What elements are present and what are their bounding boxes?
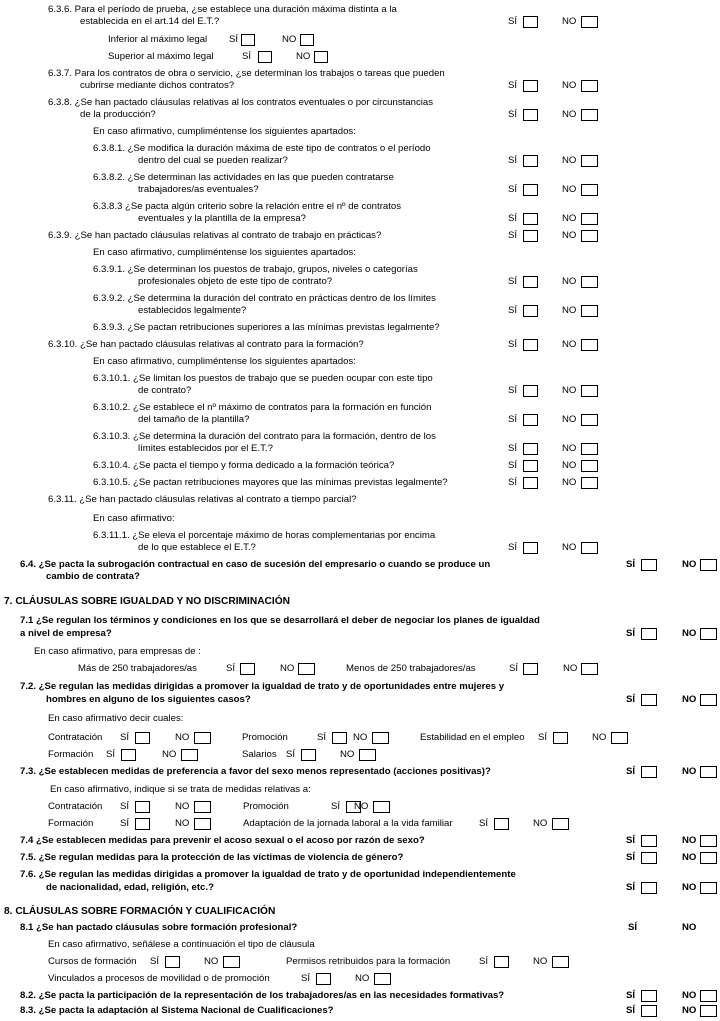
no-checkbox[interactable] — [194, 818, 211, 830]
question-text: 6.3.10. ¿Se han pactado cláusulas relativas al contrato para la formación? — [48, 339, 364, 350]
question-text: eventuales y la plantilla de la empresa? — [138, 213, 306, 224]
yes-label: SÍ — [508, 230, 518, 241]
no-checkbox[interactable] — [581, 213, 598, 225]
no-checkbox[interactable] — [700, 835, 717, 847]
no-checkbox[interactable] — [314, 51, 328, 63]
yes-label: SÍ — [626, 694, 636, 705]
yes-label: SÍ — [628, 922, 638, 933]
yes-label: SÍ — [508, 385, 518, 396]
no-checkbox[interactable] — [372, 732, 389, 744]
no-checkbox[interactable] — [700, 628, 717, 640]
yes-checkbox[interactable] — [523, 443, 538, 455]
yes-label: SÍ — [538, 732, 548, 743]
yes-label: SÍ — [626, 852, 636, 863]
yes-checkbox[interactable] — [641, 628, 657, 640]
no-label: NO — [562, 213, 577, 224]
question-text: cubrirse mediante dichos contratos? — [80, 80, 235, 91]
question-text: 6.4. ¿Se pacta la subrogación contractual en caso de sucesión del empresario o cuando se produce un — [20, 559, 491, 570]
yes-label: SÍ — [508, 460, 518, 471]
question-text: 6.3.6. Para el período de prueba, ¿se establece una duración máxima distinta a la — [48, 4, 397, 15]
no-label: NO — [682, 922, 697, 933]
question-text: Estabilidad en el empleo — [420, 732, 525, 743]
yes-label: SÍ — [508, 276, 518, 287]
no-checkbox[interactable] — [700, 694, 717, 706]
yes-label: SÍ — [229, 34, 239, 45]
yes-label: SÍ — [508, 213, 518, 224]
yes-label: SÍ — [317, 732, 327, 743]
yes-label: SÍ — [626, 559, 636, 570]
yes-label: SÍ — [626, 1005, 636, 1016]
question-text: Adaptación de la jornada laboral a la vida familiar — [243, 818, 453, 829]
no-label: NO — [682, 990, 697, 1001]
section-heading: 8. CLÁUSULAS SOBRE FORMACIÓN Y CUALIFICACIÓN — [4, 906, 276, 917]
question-text: Menos de 250 trabajadores/as — [346, 663, 476, 674]
yes-label: SÍ — [286, 749, 296, 760]
yes-checkbox[interactable] — [641, 1005, 657, 1017]
no-checkbox[interactable] — [581, 542, 598, 554]
question-text: Formación — [48, 818, 94, 829]
no-label: NO — [562, 414, 577, 425]
question-text: En caso afirmativo decir cuales: — [48, 713, 184, 724]
yes-checkbox[interactable] — [641, 694, 657, 706]
yes-checkbox[interactable] — [523, 477, 538, 489]
yes-checkbox[interactable] — [165, 956, 180, 968]
no-label: NO — [296, 51, 311, 62]
no-checkbox[interactable] — [611, 732, 628, 744]
question-text: Vinculados a procesos de movilidad o de promoción — [48, 973, 270, 984]
question-text: 6.3.10.2. ¿Se establece el nº máximo de contratos para la formación en función — [93, 402, 432, 413]
question-text: En caso afirmativo, cumpliméntense los siguientes apartados: — [93, 247, 356, 258]
yes-label: SÍ — [508, 542, 518, 553]
question-text: de la producción? — [80, 109, 156, 120]
question-text: Promoción — [242, 732, 288, 743]
no-label: NO — [562, 542, 577, 553]
no-label: NO — [562, 477, 577, 488]
no-checkbox[interactable] — [581, 155, 598, 167]
no-checkbox[interactable] — [298, 663, 315, 675]
no-checkbox[interactable] — [581, 184, 598, 196]
no-label: NO — [562, 184, 577, 195]
no-checkbox[interactable] — [700, 852, 717, 864]
yes-checkbox[interactable] — [523, 414, 538, 426]
question-text: Contratación — [48, 732, 103, 743]
question-text: 6.3.7. Para los contratos de obra o servicio, ¿se determinan los trabajos o tareas que pueden — [48, 68, 445, 79]
question-text: 8.2. ¿Se pacta la participación de la representación de los trabajadores/as en las necesidades formativas? — [20, 990, 505, 1001]
no-label: NO — [562, 155, 577, 166]
no-label: NO — [682, 835, 697, 846]
no-checkbox[interactable] — [194, 732, 211, 744]
yes-checkbox[interactable] — [523, 460, 538, 472]
no-checkbox[interactable] — [700, 1005, 717, 1017]
no-label: NO — [562, 109, 577, 120]
question-text: 8.3. ¿Se pacta la adaptación al Sistema Nacional de Cualificaciones? — [20, 1005, 334, 1016]
yes-label: SÍ — [626, 628, 636, 639]
yes-checkbox[interactable] — [523, 16, 538, 28]
question-text: 7.2. ¿Se regulan las medidas dirigidas a promover la igualdad de trato y de oportunidades entre mujeres y — [20, 681, 505, 692]
question-text: 7.4 ¿Se establecen medidas para prevenir el acoso sexual o el acoso por razón de sexo? — [20, 835, 425, 846]
no-label: NO — [280, 663, 295, 674]
no-checkbox[interactable] — [181, 749, 198, 761]
yes-label: SÍ — [120, 818, 130, 829]
question-text: En caso afirmativo: — [93, 513, 175, 524]
question-text: cambio de contrata? — [46, 571, 140, 582]
no-checkbox[interactable] — [581, 230, 598, 242]
no-checkbox[interactable] — [581, 16, 598, 28]
question-text: 6.3.10.3. ¿Se determina la duración del contrato para la formación, dentro de los — [93, 431, 436, 442]
question-text: 6.3.10.4. ¿Se pacta el tiempo y forma dedicado a la formación teórica? — [93, 460, 395, 471]
no-checkbox[interactable] — [581, 339, 598, 351]
question-text: 7.1 ¿Se regulan los términos y condiciones en los que se desarrollará el deber de negociar los planes de igualdad — [20, 615, 540, 626]
yes-checkbox[interactable] — [641, 835, 657, 847]
yes-label: SÍ — [479, 956, 489, 967]
yes-label: SÍ — [479, 818, 489, 829]
yes-checkbox[interactable] — [523, 339, 538, 351]
question-text: 7.6. ¿Se regulan las medidas dirigidas a promover la igualdad de trato y de oportunidad independientemente — [20, 869, 516, 880]
no-label: NO — [354, 801, 369, 812]
question-text: 6.3.8.1. ¿Se modifica la duración máxima de este tipo de contratos o el período — [93, 143, 431, 154]
yes-label: SÍ — [120, 801, 130, 812]
no-label: NO — [682, 559, 697, 570]
no-checkbox[interactable] — [581, 305, 598, 317]
yes-checkbox[interactable] — [332, 732, 347, 744]
question-text: En caso afirmativo, para empresas de : — [34, 646, 201, 657]
question-text: 6.3.10.5. ¿Se pactan retribuciones mayores que las mínimas previstas legalmente? — [93, 477, 448, 488]
yes-label: SÍ — [120, 732, 130, 743]
no-label: NO — [562, 305, 577, 316]
no-label: NO — [682, 882, 697, 893]
no-checkbox[interactable] — [552, 956, 569, 968]
no-checkbox[interactable] — [581, 276, 598, 288]
question-text: Superior al máximo legal — [108, 51, 214, 62]
yes-checkbox[interactable] — [641, 990, 657, 1002]
yes-label: SÍ — [106, 749, 116, 760]
question-text: 7.5. ¿Se regulan medidas para la protección de las víctimas de violencia de género? — [20, 852, 404, 863]
question-text: 6.3.8.3 ¿Se pacta algún criterio sobre la relación entre el nº de contratos — [93, 201, 402, 212]
no-checkbox[interactable] — [700, 766, 717, 778]
no-label: NO — [562, 276, 577, 287]
no-checkbox[interactable] — [223, 956, 240, 968]
question-text: 6.3.9. ¿Se han pactado cláusulas relativas al contrato de trabajo en prácticas? — [48, 230, 382, 241]
yes-checkbox[interactable] — [135, 801, 150, 813]
no-checkbox[interactable] — [374, 973, 391, 985]
yes-label: SÍ — [331, 801, 341, 812]
yes-checkbox[interactable] — [241, 34, 255, 46]
question-text: límites establecidos por el E.T.? — [138, 443, 273, 454]
question-text: 6.3.10.1. ¿Se limitan los puestos de trabajo que se pueden ocupar con este tipo — [93, 373, 433, 384]
question-text: a nivel de empresa? — [20, 628, 112, 639]
no-label: NO — [682, 628, 697, 639]
question-text: de contrato? — [138, 385, 192, 396]
yes-label: SÍ — [150, 956, 160, 967]
yes-label: SÍ — [626, 766, 636, 777]
yes-label: SÍ — [508, 16, 518, 27]
yes-label: SÍ — [508, 339, 518, 350]
yes-checkbox[interactable] — [523, 213, 538, 225]
question-text: establecidos legalmente? — [138, 305, 247, 316]
yes-label: SÍ — [226, 663, 236, 674]
no-checkbox[interactable] — [700, 882, 717, 894]
yes-checkbox[interactable] — [316, 973, 331, 985]
no-checkbox[interactable] — [581, 385, 598, 397]
no-label: NO — [175, 801, 190, 812]
no-label: NO — [563, 663, 578, 674]
yes-label: SÍ — [508, 414, 518, 425]
yes-checkbox[interactable] — [641, 766, 657, 778]
yes-checkbox[interactable] — [494, 818, 509, 830]
no-label: NO — [175, 818, 190, 829]
no-label: NO — [282, 34, 297, 45]
no-label: NO — [562, 80, 577, 91]
question-text: de nacionalidad, edad, religión, etc.? — [46, 882, 214, 893]
yes-label: SÍ — [508, 184, 518, 195]
yes-label: SÍ — [508, 109, 518, 120]
yes-checkbox[interactable] — [258, 51, 272, 63]
question-text: En caso afirmativo, señálese a continuación el tipo de cláusula — [48, 939, 315, 950]
question-text: Salarios — [242, 749, 277, 760]
yes-checkbox[interactable] — [240, 663, 255, 675]
no-label: NO — [533, 818, 548, 829]
no-label: NO — [562, 460, 577, 471]
no-label: NO — [533, 956, 548, 967]
question-text: Cursos de formación — [48, 956, 137, 967]
no-checkbox[interactable] — [581, 477, 598, 489]
question-text: Más de 250 trabajadores/as — [78, 663, 197, 674]
yes-checkbox[interactable] — [523, 155, 538, 167]
yes-checkbox[interactable] — [641, 559, 657, 571]
yes-checkbox[interactable] — [553, 732, 568, 744]
yes-checkbox[interactable] — [121, 749, 136, 761]
yes-checkbox[interactable] — [135, 818, 150, 830]
no-label: NO — [353, 732, 368, 743]
question-text: Inferior al máximo legal — [108, 34, 208, 45]
no-label: NO — [592, 732, 607, 743]
question-text: Formación — [48, 749, 94, 760]
no-checkbox[interactable] — [581, 663, 598, 675]
yes-label: SÍ — [508, 155, 518, 166]
yes-checkbox[interactable] — [641, 882, 657, 894]
question-text: 6.3.9.2. ¿Se determina la duración del contrato en prácticas dentro de los límites — [93, 293, 436, 304]
question-text: 6.3.8. ¿Se han pactado cláusulas relativas al los contratos eventuales o por circunstancias — [48, 97, 434, 108]
no-label: NO — [340, 749, 355, 760]
question-text: dentro del cual se pueden realizar? — [138, 155, 288, 166]
no-checkbox[interactable] — [194, 801, 211, 813]
yes-label: SÍ — [626, 835, 636, 846]
no-checkbox[interactable] — [581, 80, 598, 92]
no-checkbox[interactable] — [581, 460, 598, 472]
question-text: 6.3.11. ¿Se han pactado cláusulas relativas al contrato a tiempo parcial? — [48, 494, 357, 505]
yes-checkbox[interactable] — [523, 663, 538, 675]
question-text: del tamaño de la plantilla? — [138, 414, 250, 425]
no-label: NO — [562, 385, 577, 396]
no-checkbox[interactable] — [700, 559, 717, 571]
no-checkbox[interactable] — [581, 109, 598, 121]
yes-checkbox[interactable] — [523, 184, 538, 196]
no-checkbox[interactable] — [359, 749, 376, 761]
section-heading: 7. CLÁUSULAS SOBRE IGUALDAD Y NO DISCRIMINACIÓN — [4, 596, 291, 607]
yes-checkbox[interactable] — [494, 956, 509, 968]
question-text: hombres en alguno de los siguientes casos? — [46, 694, 251, 705]
yes-label: SÍ — [508, 80, 518, 91]
yes-checkbox[interactable] — [641, 852, 657, 864]
yes-label: SÍ — [508, 477, 518, 488]
yes-checkbox[interactable] — [135, 732, 150, 744]
question-text: establecida en el art.14 del E.T.? — [80, 16, 220, 27]
no-label: NO — [682, 694, 697, 705]
no-checkbox[interactable] — [581, 443, 598, 455]
yes-checkbox[interactable] — [523, 385, 538, 397]
question-text: En caso afirmativo, cumpliméntense los siguientes apartados: — [93, 126, 356, 137]
yes-label: SÍ — [626, 882, 636, 893]
question-text: En caso afirmativo, cumpliméntense los siguientes apartados: — [93, 356, 356, 367]
no-checkbox[interactable] — [581, 414, 598, 426]
question-text: Permisos retribuidos para la formación — [286, 956, 451, 967]
question-text: En caso afirmativo, indique si se trata de medidas relativas a: — [50, 784, 311, 795]
no-checkbox[interactable] — [700, 990, 717, 1002]
no-checkbox[interactable] — [552, 818, 569, 830]
yes-checkbox[interactable] — [301, 749, 316, 761]
yes-checkbox[interactable] — [523, 230, 538, 242]
yes-checkbox[interactable] — [523, 276, 538, 288]
no-label: NO — [682, 1005, 697, 1016]
yes-checkbox[interactable] — [523, 80, 538, 92]
no-checkbox[interactable] — [300, 34, 314, 46]
question-text: 6.3.9.3. ¿Se pactan retribuciones superiores a las mínimas previstas legalmente? — [93, 322, 440, 333]
question-text: 6.3.8.2. ¿Se determinan las actividades en las que pueden contratarse — [93, 172, 394, 183]
no-label: NO — [355, 973, 370, 984]
question-text: 7.3. ¿Se establecen medidas de preferencia a favor del sexo menos representado (acciones positivas)? — [20, 766, 491, 777]
no-label: NO — [682, 766, 697, 777]
no-label: NO — [204, 956, 219, 967]
no-label: NO — [175, 732, 190, 743]
yes-label: SÍ — [508, 443, 518, 454]
no-label: NO — [562, 16, 577, 27]
question-text: Contratación — [48, 801, 103, 812]
no-label: NO — [562, 339, 577, 350]
yes-checkbox[interactable] — [523, 305, 538, 317]
no-label: NO — [562, 230, 577, 241]
question-text: profesionales objeto de este tipo de contrato? — [138, 276, 333, 287]
yes-label: SÍ — [626, 990, 636, 1001]
no-label: NO — [162, 749, 177, 760]
yes-label: SÍ — [508, 305, 518, 316]
question-text: Promoción — [243, 801, 289, 812]
yes-checkbox[interactable] — [523, 542, 538, 554]
yes-label: SÍ — [301, 973, 311, 984]
question-text: 8.1 ¿Se han pactado cláusulas sobre formación profesional? — [20, 922, 298, 933]
question-text: 6.3.9.1. ¿Se determinan los puestos de trabajo, grupos, niveles o categorías — [93, 264, 418, 275]
yes-label: SÍ — [242, 51, 252, 62]
no-label: NO — [682, 852, 697, 863]
yes-checkbox[interactable] — [523, 109, 538, 121]
no-checkbox[interactable] — [373, 801, 390, 813]
question-text: trabajadores/as eventuales? — [138, 184, 259, 195]
yes-label: SÍ — [509, 663, 519, 674]
question-text: de lo que establece el E.T.? — [138, 542, 256, 553]
no-label: NO — [562, 443, 577, 454]
question-text: 6.3.11.1. ¿Se eleva el porcentaje máximo de horas complementarias por encima — [93, 530, 436, 541]
